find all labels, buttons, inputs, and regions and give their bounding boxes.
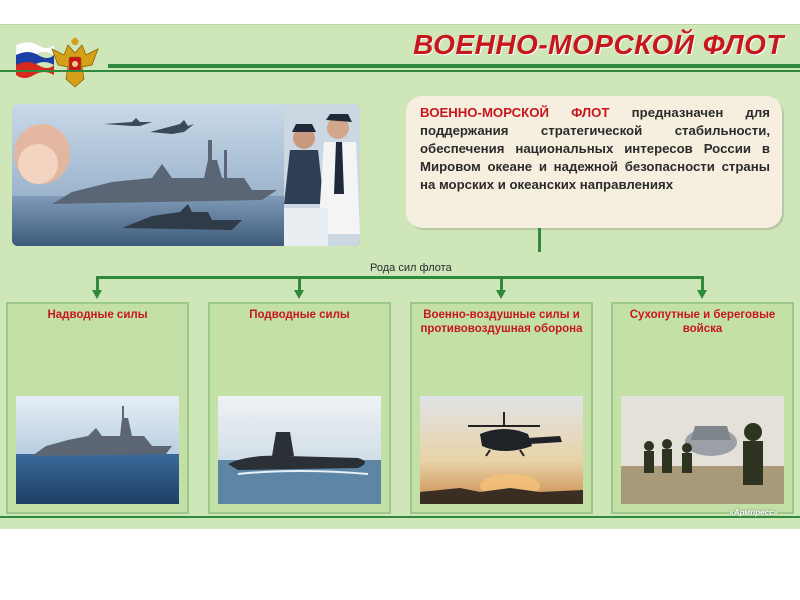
connector-main xyxy=(538,228,541,252)
branch-title: Надводные силы xyxy=(47,309,148,321)
branch-card-surface xyxy=(6,302,189,514)
arrow-down-icon xyxy=(92,290,102,299)
description-box xyxy=(406,96,782,228)
page-title: ВОЕННО-МОРСКОЙ ФЛОТ xyxy=(413,29,784,60)
connector-branch-2 xyxy=(298,276,301,290)
branch-card-coastal xyxy=(611,302,794,514)
surface-ship-photo xyxy=(16,396,179,504)
connector-branch-1 xyxy=(96,276,99,290)
branch-title: Сухопутные и береговые войска xyxy=(629,309,776,335)
branches-label: Рода сил флота xyxy=(370,262,452,274)
arrow-down-icon xyxy=(697,290,707,299)
arrow-down-icon xyxy=(294,290,304,299)
description-text: предназначен для поддержания стратегической стабильности, обеспечения национальных интересов России в Мировом океане и надежной безопасности страны на морских и океанских направлениях xyxy=(420,105,770,192)
branch-card-air-defense xyxy=(410,302,593,514)
connector-horizontal xyxy=(96,276,704,279)
branch-title: Военно-воздушные силы и противовоздушная оборона xyxy=(420,309,583,335)
connector-branch-4 xyxy=(701,276,704,290)
marines-photo xyxy=(621,396,784,504)
helicopter-photo xyxy=(420,396,583,504)
branch-title: Подводные силы xyxy=(249,309,350,321)
branch-card-submarine xyxy=(208,302,391,514)
arrow-down-icon xyxy=(496,290,506,299)
navy-collage-photo xyxy=(12,104,360,246)
submarine-photo xyxy=(218,396,381,504)
description-highlight: ВОЕННО-МОРСКОЙ ФЛОТ xyxy=(420,105,610,120)
connector-branch-3 xyxy=(500,276,503,290)
footer-divider xyxy=(0,516,800,518)
header-divider xyxy=(108,64,800,68)
double-headed-eagle-emblem-icon xyxy=(46,35,104,91)
navy-collage-image xyxy=(12,104,360,246)
publisher-credit: «Армпресс» xyxy=(729,508,778,517)
header-divider-lower xyxy=(0,70,800,72)
